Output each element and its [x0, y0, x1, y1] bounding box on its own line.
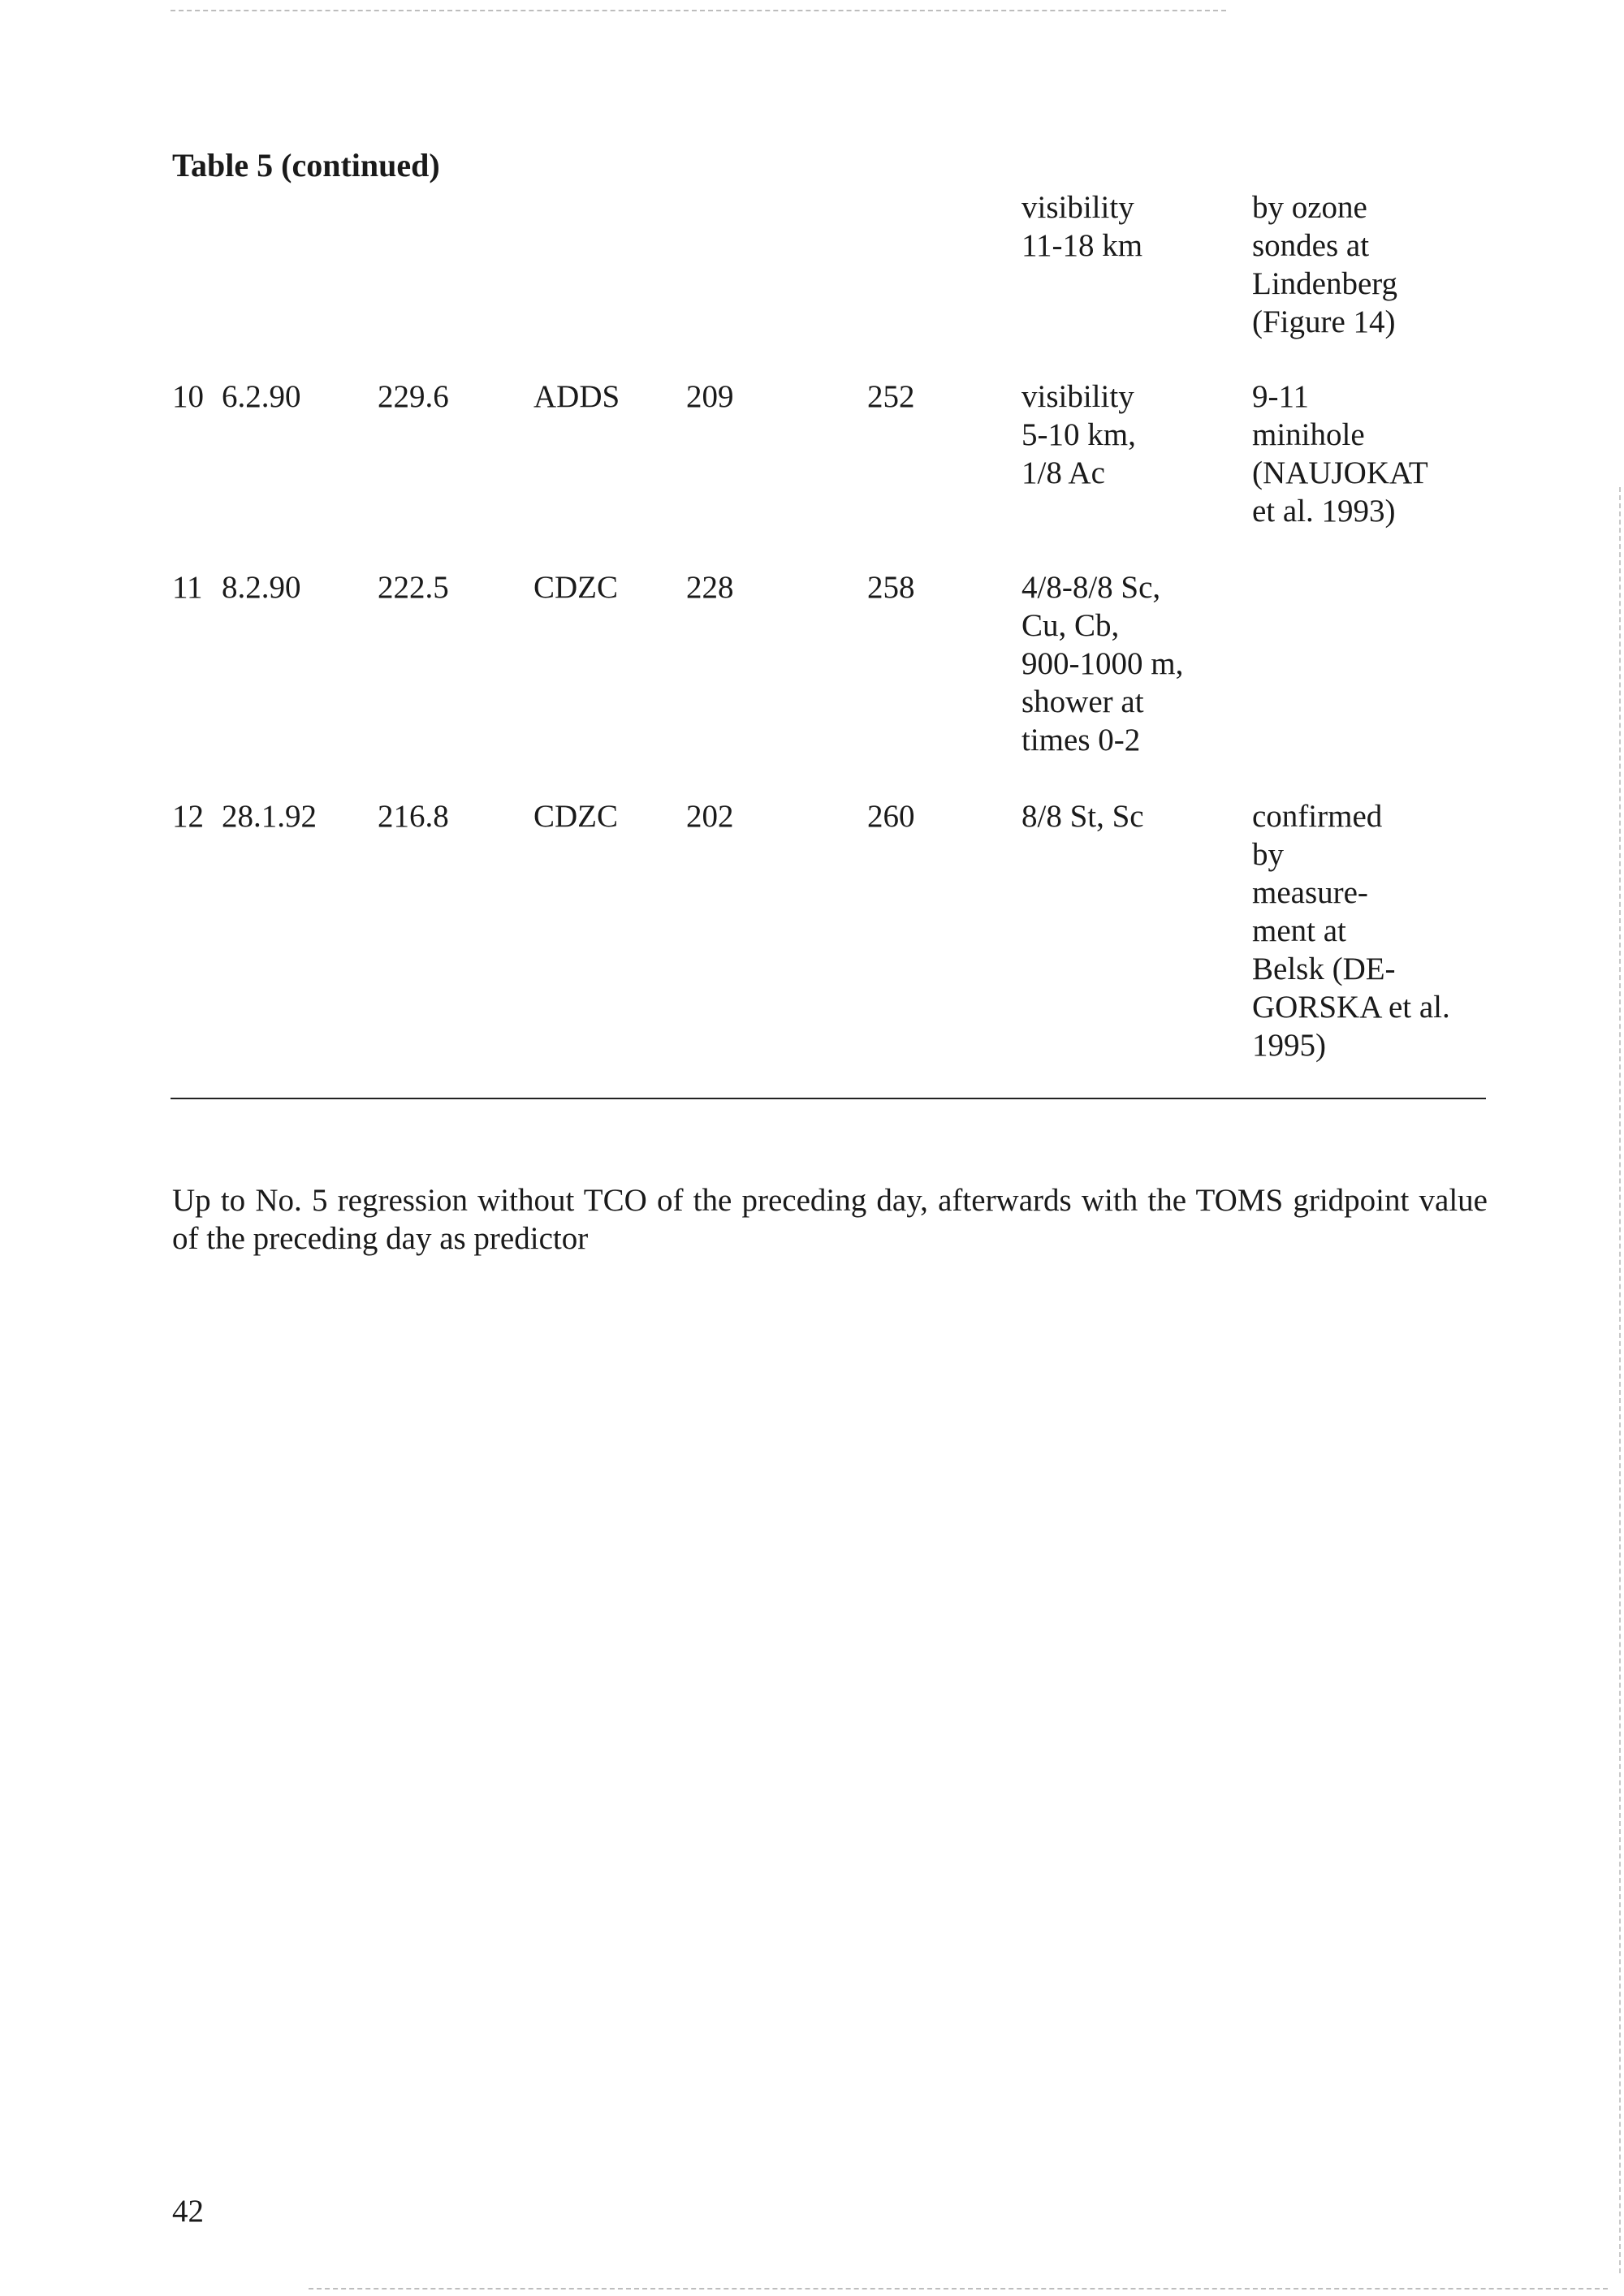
table-caption: Table 5 (continued) [172, 147, 440, 183]
cell-tco: 216.8 [378, 799, 449, 834]
carryover-conditions-line: visibility [1021, 190, 1134, 225]
conditions-line: 1/8 Ac [1021, 455, 1105, 490]
cell-value-1: 202 [686, 799, 734, 834]
conditions-line: visibility [1021, 379, 1134, 414]
scan-edge-top [171, 10, 1226, 11]
conditions-line: Cu, Cb, [1021, 608, 1120, 643]
cell-remarks [1252, 378, 1428, 530]
remarks-line: by [1252, 837, 1284, 872]
remarks-line: minihole [1252, 417, 1365, 452]
remarks-line: (NAUJOKAT [1252, 455, 1428, 490]
remarks-line: 1995) [1252, 1028, 1326, 1063]
conditions-line: times 0-2 [1021, 723, 1141, 757]
remarks-line: Belsk (DE- [1252, 952, 1396, 986]
cell-date: 6.2.90 [222, 379, 301, 414]
cell-station: ADDS [533, 379, 620, 414]
page-number: 42 [172, 2194, 204, 2229]
remarks-line: ment at [1252, 913, 1346, 948]
conditions-line: 5-10 km, [1021, 417, 1136, 452]
carryover-conditions [1021, 188, 1142, 265]
conditions-line: 900-1000 m, [1021, 646, 1184, 681]
cell-station: CDZC [533, 570, 619, 605]
remarks-line: measure- [1252, 875, 1368, 910]
remarks-line: confirmed [1252, 799, 1383, 834]
carryover-remarks-line: sondes at [1252, 228, 1370, 263]
conditions-line: 4/8-8/8 Sc, [1021, 570, 1161, 605]
cell-conditions [1021, 797, 1144, 835]
carryover-remarks-line: Lindenberg [1252, 266, 1398, 301]
conditions-line: 8/8 St, Sc [1021, 799, 1144, 834]
carryover-remarks-line: by ozone [1252, 190, 1367, 225]
table-footnote: Up to No. 5 regression without TCO of the preceding day, afterwards with the TOMS gridpoint value of the preceding day as predictor [172, 1183, 1488, 1256]
cell-no: 12 [172, 799, 204, 834]
cell-value-2: 260 [867, 799, 915, 834]
scan-edge-bottom [309, 2288, 1608, 2290]
cell-remarks [1252, 797, 1450, 1064]
remarks-line: et al. 1993) [1252, 494, 1396, 529]
cell-value-2: 252 [867, 379, 915, 414]
conditions-line: shower at [1021, 684, 1144, 719]
table-bottom-rule [171, 1098, 1486, 1099]
carryover-conditions-line: 11-18 km [1021, 228, 1143, 263]
cell-station: CDZC [533, 799, 619, 834]
carryover-remarks-line: (Figure 14) [1252, 304, 1396, 339]
scan-edge-right [1619, 487, 1621, 2273]
cell-value-1: 228 [686, 570, 734, 605]
cell-tco: 222.5 [378, 570, 449, 605]
cell-date: 28.1.92 [222, 799, 317, 834]
cell-no: 11 [172, 570, 203, 605]
cell-conditions [1021, 568, 1183, 759]
cell-conditions [1021, 378, 1136, 492]
cell-no: 10 [172, 379, 204, 414]
cell-tco: 229.6 [378, 379, 449, 414]
remarks-line: GORSKA et al. [1252, 990, 1450, 1025]
cell-value-1: 209 [686, 379, 734, 414]
remarks-line: 9-11 [1252, 379, 1310, 414]
carryover-remarks [1252, 188, 1397, 341]
cell-value-2: 258 [867, 570, 915, 605]
cell-date: 8.2.90 [222, 570, 301, 605]
